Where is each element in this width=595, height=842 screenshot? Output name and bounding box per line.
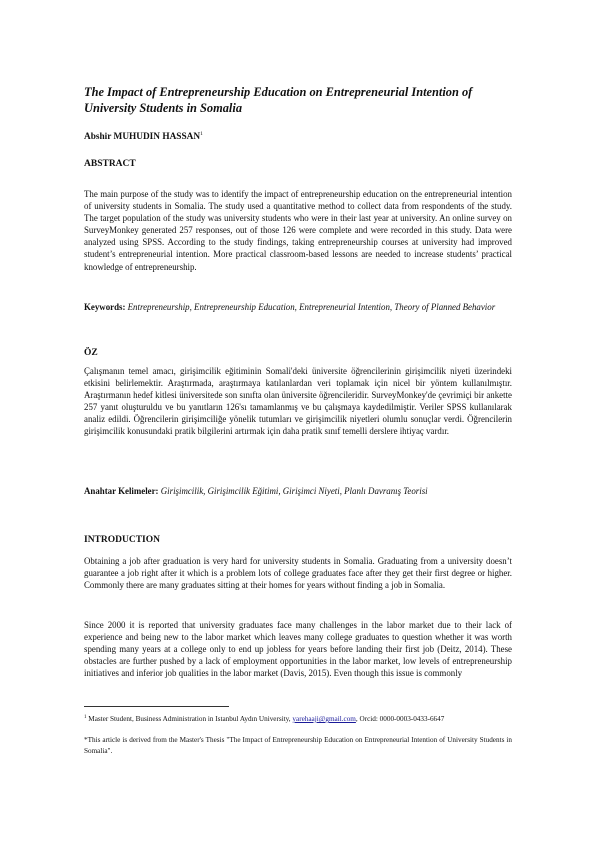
introduction-paragraph-1: Obtaining a job after graduation is very hard for university students in Somalia. Graduating from a university doesn’t guarantee a job right after it which is a problem lots of college graduates face after they get their first degree or higher. Commonly there are many graduates sitting at their homes for years without finding a job in Somalia. — [84, 556, 512, 591]
footnote-2: *This article is derived from the Master's Thesis "The Impact of Entrepreneurship Education on Entrepreneurial Intention of University Students in Somalia". — [84, 736, 512, 755]
oz-keywords — [84, 484, 512, 499]
keywords-label: Keywords: — [84, 302, 126, 312]
abstract-heading: ABSTRACT — [84, 159, 136, 169]
paper-title: The Impact of Entrepreneurship Education on Entrepreneurial Intention of University Students in Somalia — [84, 85, 473, 115]
oz-text: Çalışmanın temel amacı, girişimcilik eğitiminin Somali'deki üniversite öğrencilerinin girişimcilik niyeti üzerindeki etkisini belirlemektir. Araştırmada, araştırmaya katılanlardan veri toplamak için nicel bir yöntem kullanılmıştır. Araştırmanın hedef kitlesi üniversitede son sınıfta olan üniversite öğrencileridir. SurveyMonkey'de çevrimiçi bir ankette 257 yanıt oluşturuldu ve bu yanıtların 126'sı tamamlanmış ve bu çalışmaya kaydedilmiştir. Veriler SPSS kullanılarak analiz edildi. Öğrencilerin girişimciliğe yönelik tutumları ve girişimcilik niyetleri olumlu sonuçlar verdi. Öğrencilerin girişimcilik konusundaki pratik bilgilerini artırmak için daha pratik sınıf temelli derslere ihtiyaç vardır. — [84, 366, 512, 437]
footnote-divider — [84, 706, 229, 707]
introduction-paragraph-2: Since 2000 it is reported that university graduates face many challenges in the labor market due to their lack of experience and being new to the labor market which leaves many college graduates to question whether it was worth spending many years at a college only to end up jobless for years before landing their first job (Deitz, 2014). These obstacles are further pushed by a lack of employment opportunities in the labor market, low levels of entrepreneurship initiatives and inferior job qualities in the labor market (Davis, 2015). Even though this issue is commonly — [84, 620, 512, 679]
author-email-link[interactable]: yarehaaji@gmail.com — [292, 715, 356, 723]
footnote-1-text: Master Student, Business Administration in Istanbul Aydın University, — [86, 715, 293, 723]
introduction-heading: INTRODUCTION — [84, 535, 161, 545]
author-footnote-mark: 1 — [200, 131, 203, 137]
footnote-1-orcid: , Orcid: 0000-0003-0433-6647 — [355, 715, 445, 723]
footnote-1 — [84, 712, 512, 725]
abstract-text: The main purpose of the study was to identify the impact of entrepreneurship education on the entrepreneurial intention of university students in Somalia. The study used a quantitative method to collect data from respondents of the study. The target population of the study was university students who were in their last year at university. An online survey on SurveyMonkey generated 257 responses, out of those 126 were complete and were recorded in this study. Data were analyzed using SPSS. According to the study findings, taking entrepreneurship courses at university had improved student’s entrepreneurial intention. More practical classroom-based lessons are needed to increase students’ practical knowledge of entrepreneurship. — [84, 189, 512, 272]
keywords-list: Entrepreneurship, Entrepreneurship Education, Entrepreneurial Intention, Theory of Planned Behavior — [127, 302, 496, 312]
oz-heading: ÖZ — [84, 348, 98, 358]
author-line — [84, 131, 203, 142]
author-name: Abshir MUHUDIN HASSAN — [84, 132, 201, 142]
footnote-1-mark: 1 — [84, 715, 87, 720]
anahtar-kelimeler-label: Anahtar Kelimeler: — [84, 486, 159, 496]
abstract-keywords — [84, 300, 512, 315]
anahtar-kelimeler-list: Girişimcilik, Girişimcilik Eğitimi, Girişimci Niyeti, Planlı Davranış Teorisi — [160, 486, 428, 496]
